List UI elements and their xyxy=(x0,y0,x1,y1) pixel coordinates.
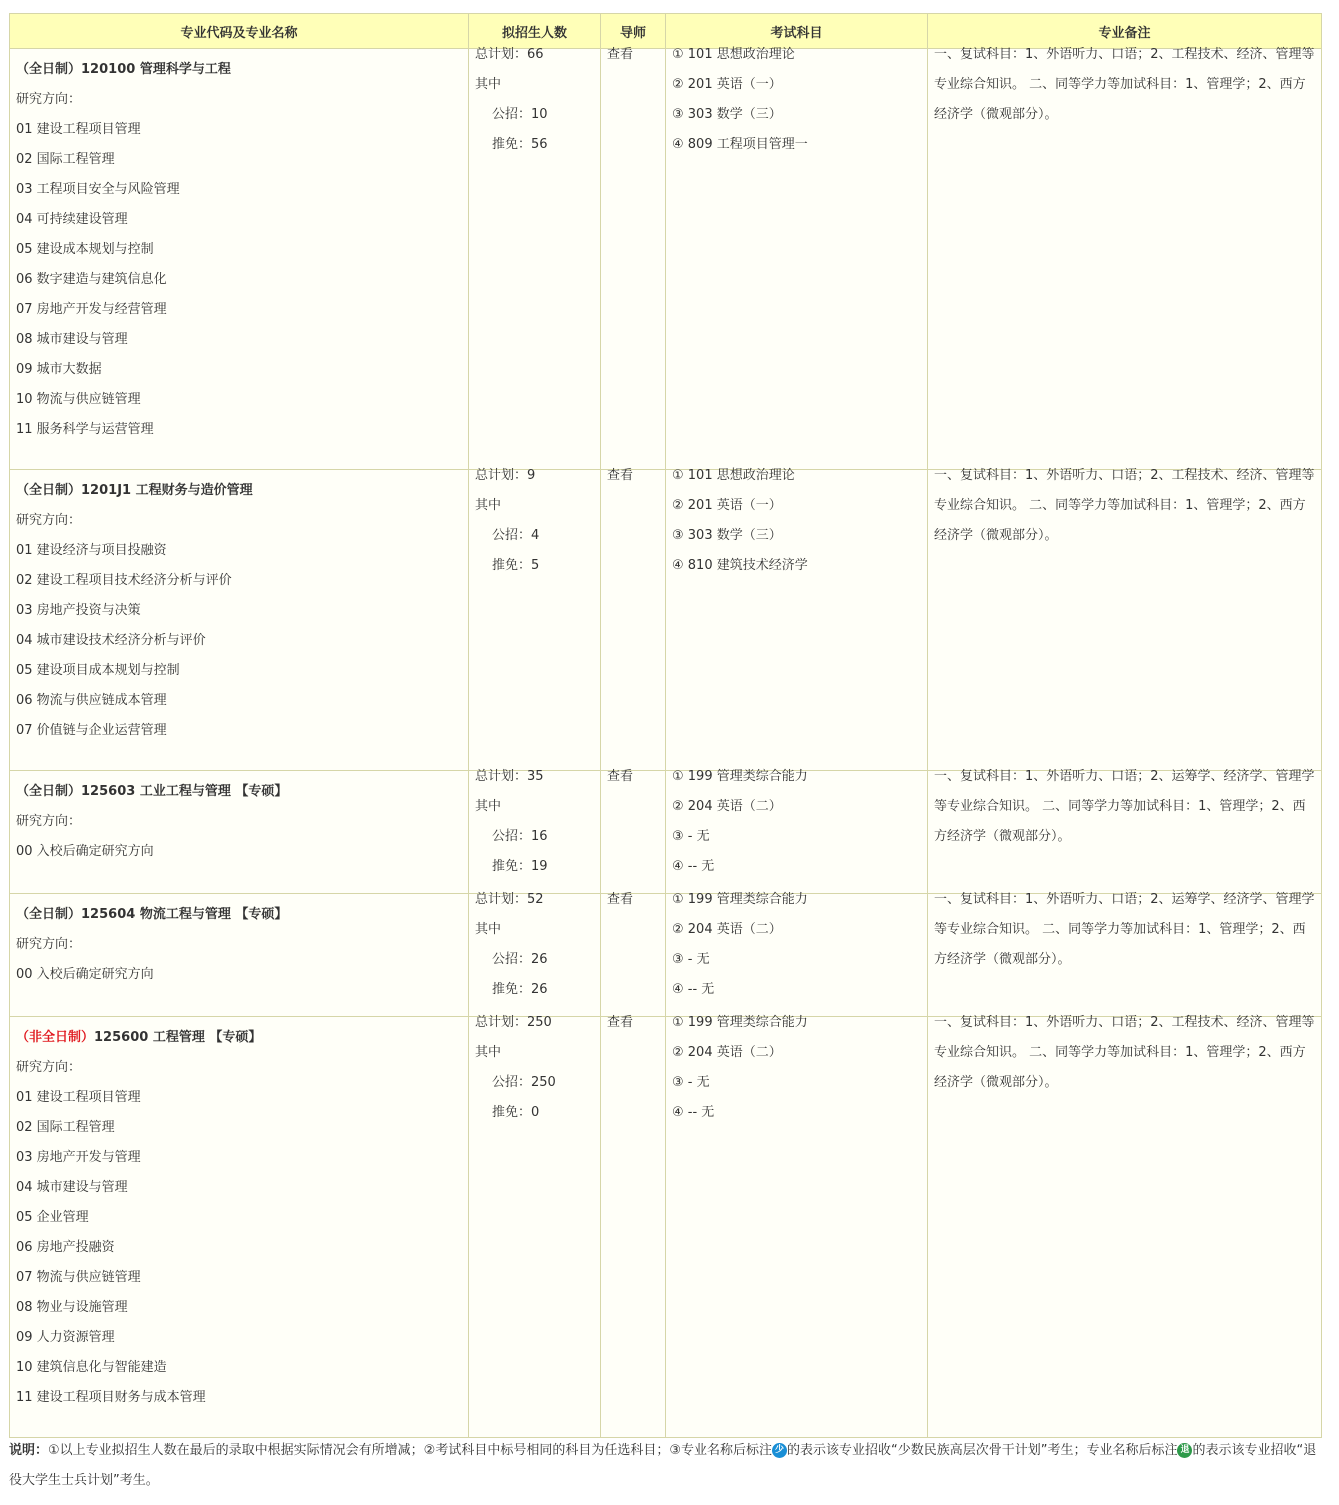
direction-label: 研究方向： xyxy=(16,937,82,952)
quota-exempt: 推免：26 xyxy=(492,982,548,997)
study-mode: （全日制） xyxy=(16,62,82,77)
quota-public: 公招：4 xyxy=(492,528,540,543)
tutor-link[interactable]: 查看 xyxy=(607,892,634,907)
direction-item: 03 房地产投资与决策 xyxy=(16,603,141,618)
direction-item: 06 物流与供应链成本管理 xyxy=(16,693,167,708)
remark-cell xyxy=(928,470,1322,771)
direction-item: 08 城市建设与管理 xyxy=(16,332,128,347)
tutor-link[interactable]: 查看 xyxy=(607,1015,634,1030)
subject-item: ② 201 英语（一） xyxy=(672,498,782,513)
direction-item: 03 工程项目安全与风险管理 xyxy=(16,182,180,197)
quota-total: 总计划：52 xyxy=(475,892,544,907)
footnote-text-3: 的表示该专业招收“退役大学生士兵计划”考生。 xyxy=(9,1443,1317,1488)
subject-item: ③ - 无 xyxy=(672,829,710,844)
subject-item: ④ -- 无 xyxy=(672,1105,715,1120)
direction-item: 09 人力资源管理 xyxy=(16,1330,115,1345)
tutor-cell xyxy=(601,894,666,1017)
tutor-cell xyxy=(601,470,666,771)
direction-label: 研究方向： xyxy=(16,92,82,107)
direction-item: 11 服务科学与运营管理 xyxy=(16,422,154,437)
direction-item: 05 建设成本规划与控制 xyxy=(16,242,154,257)
direction-item: 10 物流与供应链管理 xyxy=(16,392,141,407)
remark-text: 一、复试科目：1、外语听力、口语；2、工程技术、经济、管理等专业综合知识。 二、同等学力等加试科目：1、管理学；2、西方经济学（微观部分）。 xyxy=(934,468,1315,543)
tutor-link[interactable]: 查看 xyxy=(607,769,634,784)
footnote-label: 说明： xyxy=(9,1443,49,1458)
remark-text: 一、复试科目：1、外语听力、口语；2、工程技术、经济、管理等专业综合知识。 二、同等学力等加试科目：1、管理学；2、西方经济学（微观部分）。 xyxy=(934,47,1315,122)
header-subjects: 考试科目 xyxy=(666,14,928,49)
study-mode: （非全日制） xyxy=(16,1030,95,1045)
quota-public: 公招：10 xyxy=(492,107,548,122)
admission-table-wrapper xyxy=(9,13,1321,1438)
subjects-cell xyxy=(666,1017,928,1438)
major-cell xyxy=(10,894,469,1017)
table-row xyxy=(10,894,1322,1017)
major-cell xyxy=(10,771,469,894)
quota-cell xyxy=(469,470,601,771)
quota-total: 总计划：250 xyxy=(475,1015,552,1030)
subjects-cell xyxy=(666,894,928,1017)
direction-label: 研究方向： xyxy=(16,513,82,528)
remark-text: 一、复试科目：1、外语听力、口语；2、运筹学、经济学、管理学等专业综合知识。 二、同等学力等加试科目：1、管理学；2、西方经济学（微观部分）。 xyxy=(934,769,1315,844)
remark-text: 一、复试科目：1、外语听力、口语；2、工程技术、经济、管理等专业综合知识。 二、同等学力等加试科目：1、管理学；2、西方经济学（微观部分）。 xyxy=(934,1015,1315,1090)
subject-item: ④ 810 建筑技术经济学 xyxy=(672,558,808,573)
direction-item: 00 入校后确定研究方向 xyxy=(16,844,154,859)
tutor-link[interactable]: 查看 xyxy=(607,468,634,483)
direction-item: 05 企业管理 xyxy=(16,1210,89,1225)
subject-item: ④ -- 无 xyxy=(672,982,715,997)
quota-exempt: 推免：5 xyxy=(492,558,540,573)
subject-item: ③ - 无 xyxy=(672,1075,710,1090)
quota-among: 其中 xyxy=(475,799,502,814)
study-mode: （全日制） xyxy=(16,907,82,922)
direction-item: 02 建设工程项目技术经济分析与评价 xyxy=(16,573,232,588)
direction-item: 06 数字建造与建筑信息化 xyxy=(16,272,167,287)
direction-item: 02 国际工程管理 xyxy=(16,1120,115,1135)
major-title: （全日制）125603 工业工程与管理 【专硕】 xyxy=(16,784,288,799)
footnote-text-1: ①以上专业拟招生人数在最后的录取中根据实际情况会有所增减；②考试科目中标号相同的科目为任选科目；③专业名称后标注 xyxy=(48,1443,772,1458)
tutor-link[interactable]: 查看 xyxy=(607,47,634,62)
major-cell xyxy=(10,1017,469,1438)
direction-item: 03 房地产开发与管理 xyxy=(16,1150,141,1165)
quota-cell xyxy=(469,49,601,470)
major-title: （全日制）125604 物流工程与管理 【专硕】 xyxy=(16,907,288,922)
table-row xyxy=(10,49,1322,470)
remark-cell xyxy=(928,771,1322,894)
major-title: （全日制）120100 管理科学与工程 xyxy=(16,62,231,77)
veteran-badge-icon: 退 xyxy=(1177,1443,1192,1458)
direction-item: 04 城市建设与管理 xyxy=(16,1180,128,1195)
table-row xyxy=(10,470,1322,771)
quota-among: 其中 xyxy=(475,77,502,92)
tutor-cell xyxy=(601,771,666,894)
direction-item: 06 房地产投融资 xyxy=(16,1240,115,1255)
footnote-text-2: 的表示该专业招收“少数民族高层次骨干计划”考生；专业名称后标注 xyxy=(786,1443,1178,1458)
quota-cell xyxy=(469,771,601,894)
subject-item: ③ 303 数学（三） xyxy=(672,107,782,122)
direction-item: 01 建设经济与项目投融资 xyxy=(16,543,167,558)
direction-item: 11 建设工程项目财务与成本管理 xyxy=(16,1390,206,1405)
subject-item: ③ - 无 xyxy=(672,952,710,967)
direction-item: 02 国际工程管理 xyxy=(16,152,115,167)
header-quota: 拟招生人数 xyxy=(469,14,601,49)
subject-item: ③ 303 数学（三） xyxy=(672,528,782,543)
subject-item: ④ -- 无 xyxy=(672,859,715,874)
header-remark: 专业备注 xyxy=(928,14,1322,49)
direction-item: 07 价值链与企业运营管理 xyxy=(16,723,167,738)
direction-item: 08 物业与设施管理 xyxy=(16,1300,128,1315)
direction-item: 10 建筑信息化与智能建造 xyxy=(16,1360,167,1375)
study-mode: （全日制） xyxy=(16,784,82,799)
remark-cell xyxy=(928,49,1322,470)
direction-item: 07 房地产开发与经营管理 xyxy=(16,302,167,317)
quota-public: 公招：26 xyxy=(492,952,548,967)
quota-cell xyxy=(469,894,601,1017)
subject-item: ② 204 英语（二） xyxy=(672,799,782,814)
subject-item: ② 204 英语（二） xyxy=(672,922,782,937)
direction-label: 研究方向： xyxy=(16,1060,82,1075)
subject-item: ② 204 英语（二） xyxy=(672,1045,782,1060)
remark-text: 一、复试科目：1、外语听力、口语；2、运筹学、经济学、管理学等专业综合知识。 二、同等学力等加试科目：1、管理学；2、西方经济学（微观部分）。 xyxy=(934,892,1315,967)
table-row xyxy=(10,1017,1322,1438)
header-major: 专业代码及专业名称 xyxy=(10,14,469,49)
footnote xyxy=(9,1436,1321,1496)
study-mode: （全日制） xyxy=(16,483,82,498)
subject-item: ① 199 管理类综合能力 xyxy=(672,769,808,784)
direction-label: 研究方向： xyxy=(16,814,82,829)
major-cell xyxy=(10,470,469,771)
quota-among: 其中 xyxy=(475,1045,502,1060)
direction-item: 00 入校后确定研究方向 xyxy=(16,967,154,982)
quota-among: 其中 xyxy=(475,498,502,513)
quota-public: 公招：16 xyxy=(492,829,548,844)
major-title: （全日制）1201J1 工程财务与造价管理 xyxy=(16,483,253,498)
quota-among: 其中 xyxy=(475,922,502,937)
subject-item: ① 101 思想政治理论 xyxy=(672,47,795,62)
subject-item: ④ 809 工程项目管理一 xyxy=(672,137,808,152)
quota-cell xyxy=(469,1017,601,1438)
direction-item: 09 城市大数据 xyxy=(16,362,102,377)
direction-item: 01 建设工程项目管理 xyxy=(16,122,141,137)
header-tutor: 导师 xyxy=(601,14,666,49)
remark-cell xyxy=(928,894,1322,1017)
tutor-cell xyxy=(601,49,666,470)
direction-item: 01 建设工程项目管理 xyxy=(16,1090,141,1105)
subject-item: ① 199 管理类综合能力 xyxy=(672,1015,808,1030)
subjects-cell xyxy=(666,49,928,470)
subjects-cell xyxy=(666,470,928,771)
subject-item: ① 101 思想政治理论 xyxy=(672,468,795,483)
table-row xyxy=(10,771,1322,894)
major-cell xyxy=(10,49,469,470)
subject-item: ② 201 英语（一） xyxy=(672,77,782,92)
quota-public: 公招：250 xyxy=(492,1075,556,1090)
major-title: （非全日制）125600 工程管理 【专硕】 xyxy=(16,1030,262,1045)
tutor-cell xyxy=(601,1017,666,1438)
quota-exempt: 推免：19 xyxy=(492,859,548,874)
direction-item: 04 可持续建设管理 xyxy=(16,212,128,227)
quota-total: 总计划：35 xyxy=(475,769,544,784)
direction-item: 07 物流与供应链管理 xyxy=(16,1270,141,1285)
minority-badge-icon: 少 xyxy=(772,1443,787,1458)
quota-exempt: 推免：56 xyxy=(492,137,548,152)
remark-cell xyxy=(928,1017,1322,1438)
direction-item: 04 城市建设技术经济分析与评价 xyxy=(16,633,206,648)
subjects-cell xyxy=(666,771,928,894)
admission-table xyxy=(9,13,1322,1438)
quota-total: 总计划：9 xyxy=(475,468,536,483)
subject-item: ① 199 管理类综合能力 xyxy=(672,892,808,907)
quota-exempt: 推免：0 xyxy=(492,1105,540,1120)
direction-item: 05 建设项目成本规划与控制 xyxy=(16,663,180,678)
quota-total: 总计划：66 xyxy=(475,47,544,62)
